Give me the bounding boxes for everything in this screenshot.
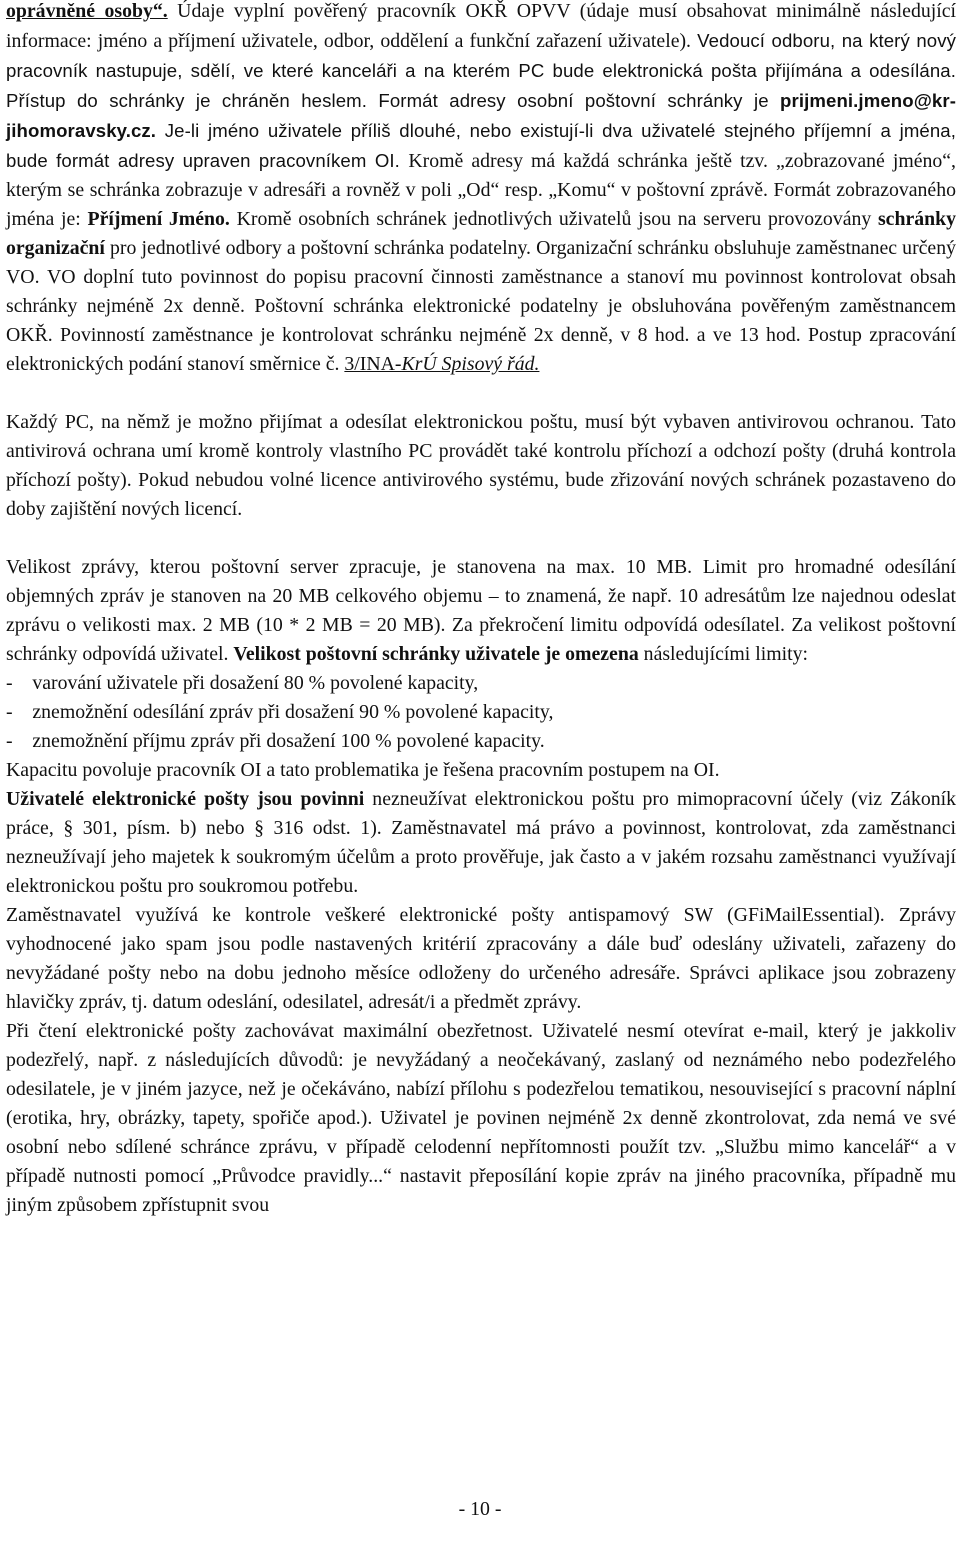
limit-list-item: - znemožnění odesílání zpráv při dosažení 90 % povolené kapacity,	[6, 701, 554, 723]
paragraph-caution: Při čtení elektronické pošty zachovávat maximální obezřetnost. Uživatelé nesmí otevírat e-mail, který je jakkoliv podezřelý, např. z následujících důvodů: je nevyžádaný a neočekávaný, zaslaný od neznámého nebo podezřelého odesilatele, je v jiném jazyce, než je očekáváno, nabízí přílohu s podezřelou tematikou, nesouvisející s pracovní náplní (erotika, hry, obrázky, tapety, spořiče apod.). Uživatel je povinen nejméně 2x denně zkontrolovat, zda nemá ve své osobní nebo sdílené schránce zprávu, v případě celodenní nepřítomnosti použít tzv. „Službu mimo kancelář“ a v případě nutnosti pomocí „Průvodce pravidly...“ nastavit přeposílání kopie zpráv na jiného pracovníka, případně mu jiným způsobem zpřístupnit svou	[6, 1020, 956, 1216]
email-address-format: prijmeni.jmeno@kr-jihomoravsky.cz.	[6, 90, 956, 141]
paragraph-message-size	[6, 553, 956, 669]
display-name-format: Příjmení Jméno.	[87, 208, 230, 230]
mailbox-limit-text: následujícími limity:	[638, 643, 808, 665]
paragraph-spacer	[6, 524, 956, 553]
paragraph-mail-account	[6, 0, 956, 379]
name-length-text: Je-li jméno uživatele příliš dlouhé, nebo existují-li dva uživatelé stejného příjemní a jména, bude formát adresy upraven pracovníkem OI.	[6, 120, 956, 171]
paragraph-antispam: Zaměstnavatel využívá ke kontrole veškeré elektronické pošty antispamový SW (GFiMailEssential). Zprávy vyhodnocené jako spam jsou podle nastavených kritérií zpracovány a dále buď odeslány uživateli, zařazeny do nevyžádané pošty nebo na dobu jednoho měsíce odloženy do určeného adresáře. Správci aplikace jsou zobrazeny hlavičky zpráv, tj. datum odeslání, odesilatel, adresát/i a předmět zprávy.	[6, 904, 956, 1013]
paragraph-spacer	[6, 379, 956, 408]
paragraph-antivirus: Každý PC, na němž je možno přijímat a odesílat elektronickou poštu, musí být vybaven antivirovou ochranou. Tato antivirová ochrana umí kromě kontroly vlastního PC provádět také kontrolu příchozí a odchozí pošty (druhá kontrola příchozí pošty). Pokud nebudou volné licence antivirového systému, bude zřizování nových schránek pozastaveno do doby zajištění nových licencí.	[6, 411, 956, 520]
personal-mailboxes-text: Kromě osobních schránek jednotlivých uživatelů jsou na serveru provozovány	[229, 208, 878, 230]
display-name-text: Kromě adresy má každá schránka ještě tzv. „zobrazované jméno“, kterým se schránka zobrazuje v adresáři a rovněž v poli „Od“ resp. „Komu“ v poštovní zprávě. Formát zobrazovaného jména je:	[6, 150, 957, 230]
organizational-mailboxes-term: schránky organizační	[6, 208, 957, 259]
mailbox-limit-term: Velikost poštovní schránky uživatele je omezena	[233, 643, 639, 665]
user-obligations-text: nezneužívat elektronickou poštu pro mimopracovní účely (viz Zákoník práce, § 301, písm. b) nebo § 316 odst. 1). Zaměstnavatel má právo a povinnost, kontrolovat, zda zaměstnanci nezneužívají jeho majetek k soukromým účelům a proto prověřuje, jak často a v jakém rozsahu zaměstnanci využívají elektronickou poštu pro soukromou potřebu.	[6, 788, 957, 897]
organizational-mailboxes-text: pro jednotlivé odbory a poštovní schránka podatelny. Organizační schránku obsluhuje zaměstnanec určený VO. VO doplní tuto povinnost do popisu pracovní činnosti zaměstnance a stanoví mu povinnost kontrolovat obsah schránky nejméně 2x denně. Poštovní schránka elektronické podatelny je obsluhována pověřeným zaměstnancem OKŘ. Povinností zaměstnance je kontrolovat schránku nejméně 2x denně, v 8 hod. a ve 13 hod. Postup zpracování elektronických podání stanoví směrnice č.	[6, 237, 956, 375]
page-number: - 10 -	[458, 1498, 502, 1520]
paragraph-capacity: Kapacitu povoluje pracovník OI a tato problematika je řešena pracovním postupem na OI.	[6, 759, 720, 781]
directive-reference: 3/INA-	[344, 353, 402, 375]
limit-list-item: - varování uživatele při dosažení 80 % povolené kapacity,	[6, 672, 479, 694]
account-data-text: Údaje vyplní pověřený pracovník OKŘ OPVV (údaje musí obsahovat minimálně následující informace: jméno a příjmení uživatele, odbor, oddělení a funkční zařazení uživatele).	[6, 0, 957, 52]
authorized-person-term: oprávněné osoby“.	[6, 0, 168, 22]
limit-list-item: - znemožnění příjmu zpráv při dosažení 100 % povolené kapacity.	[6, 730, 545, 752]
user-obligations-term: Uživatelé elektronické pošty jsou povinni	[6, 788, 365, 810]
directive-title: KrÚ Spisový řád.	[401, 353, 540, 375]
address-format-text: Vedoucí odboru, na který nový pracovník nastupuje, sdělí, ve které kanceláři a na kterém PC bude elektronická pošta přijímána a odesílána. Přístup do schránky je chráněn heslem. Formát adresy osobní poštovní schránky je	[6, 30, 956, 111]
message-size-text: Velikost zprávy, kterou poštovní server zpracuje, je stanovena na max. 10 MB. Limit pro hromadné odesílání objemných zpráv je stanoven na 20 MB celkového objemu – to znamená, že např. 10 adresátům lze najednou odeslat zprávu o velikosti max. 2 MB (10 * 2 MB = 20 MB). Za překročení limitu odpovídá odesílatel. Za velikost poštovní schránky odpovídá uživatel.	[6, 556, 956, 665]
paragraph-user-obligations	[6, 785, 956, 901]
